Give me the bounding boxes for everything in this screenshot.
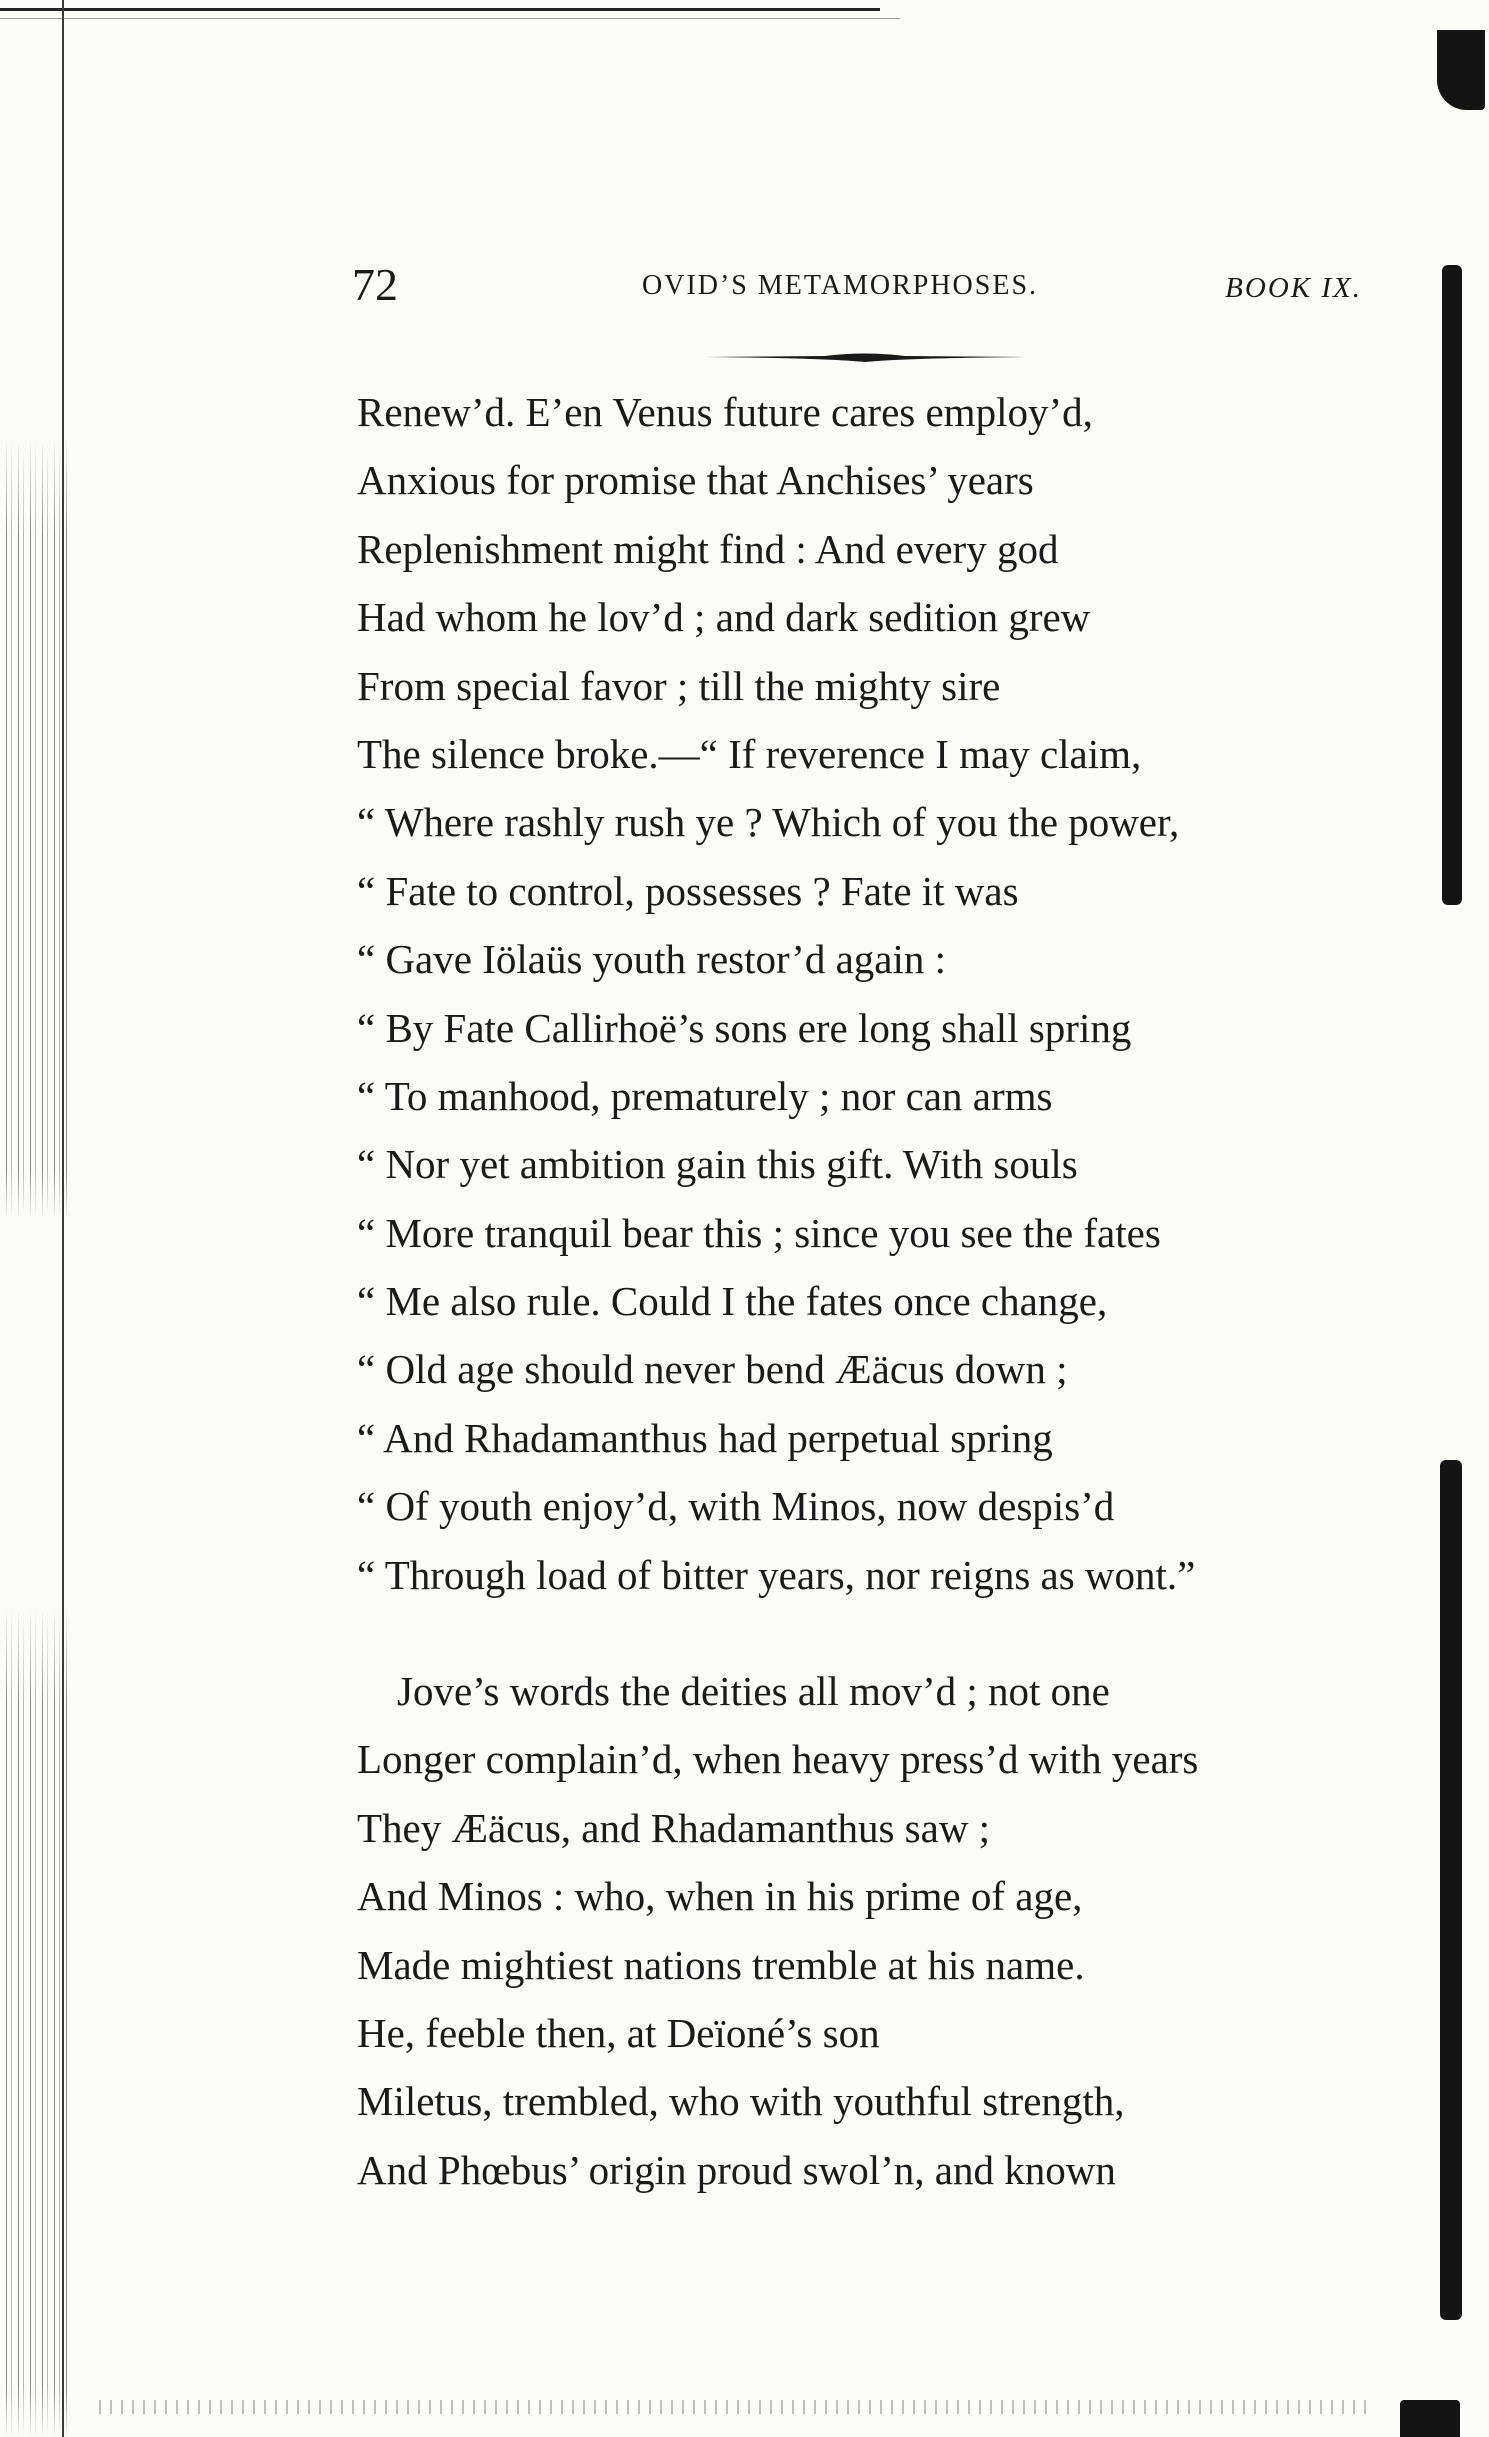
scan-top-edge — [0, 8, 880, 11]
scan-right-mark — [1400, 2400, 1460, 2437]
verse-line: And Phœbus’ origin proud swol’n, and known — [357, 2146, 1116, 2193]
poem-body — [357, 378, 1377, 2204]
scan-binding-rule — [62, 0, 64, 2437]
verse-line: They Æäcus, and Rhadamanthus saw ; — [357, 1804, 991, 1851]
header-ornament — [705, 350, 1025, 364]
verse-line: “ By Fate Callirhoë’s sons ere long shall spring — [357, 1004, 1132, 1051]
verse-line: “ Through load of bitter years, nor reigns as wont.” — [357, 1551, 1196, 1598]
verse-line: From special favor ; till the mighty sire — [357, 662, 1001, 709]
verse-line: “ Of youth enjoy’d, with Minos, now despis’d — [357, 1483, 1115, 1530]
running-title: OVID’S METAMORPHOSES. — [642, 270, 1039, 301]
book-label: BOOK IX. — [1225, 272, 1362, 304]
scan-right-mark — [1440, 1460, 1462, 2320]
verse-line: Jove’s words the deities all mov’d ; not one — [397, 1668, 1110, 1715]
page-number: 72 — [352, 259, 398, 310]
scan-right-mark — [1442, 265, 1462, 905]
verse-line: “ Gave Iölaüs youth restor’d again : — [357, 936, 946, 983]
verse-line: “ Old age should never bend Æäcus down ; — [357, 1346, 1068, 1393]
verse-line: And Minos : who, when in his prime of age, — [357, 1873, 1083, 1920]
verse-line: Miletus, trembled, who with youthful strength, — [357, 2078, 1125, 2125]
scan-right-mark — [1437, 30, 1485, 110]
verse-line: Longer complain’d, when heavy press’d with years — [357, 1736, 1199, 1783]
stanza — [357, 1657, 1377, 2204]
verse-line: He, feeble then, at Deïoné’s son — [357, 2009, 880, 2056]
scan-binding-edge — [0, 0, 70, 2437]
verse-line: Anxious for promise that Anchises’ years — [357, 457, 1034, 504]
scan-top-edge-faint — [0, 18, 900, 19]
verse-line: Had whom he lov’d ; and dark sedition grew — [357, 594, 1091, 641]
page-header — [352, 255, 1362, 315]
verse-line: Made mightiest nations tremble at his name. — [357, 1941, 1085, 1988]
verse-line: Replenishment might find : And every god — [357, 525, 1059, 572]
verse-line: The silence broke.—“ If reverence I may claim, — [357, 730, 1142, 777]
verse-line: “ Me also rule. Could I the fates once change, — [357, 1278, 1108, 1325]
scan-bottom-noise — [90, 2400, 1370, 2414]
verse-line: Renew’d. E’en Venus future cares employ’d, — [357, 389, 1093, 435]
verse-line: “ To manhood, prematurely ; nor can arms — [357, 1072, 1053, 1119]
verse-line: “ More tranquil bear this ; since you see the fates — [357, 1209, 1161, 1256]
verse-line: “ Fate to control, possesses ? Fate it was — [357, 867, 1019, 914]
stanza — [357, 378, 1377, 1609]
verse-line: “ And Rhadamanthus had perpetual spring — [357, 1414, 1053, 1461]
verse-line: “ Where rashly rush ye ? Which of you the power, — [357, 799, 1180, 846]
verse-line: “ Nor yet ambition gain this gift. With souls — [357, 1141, 1078, 1188]
